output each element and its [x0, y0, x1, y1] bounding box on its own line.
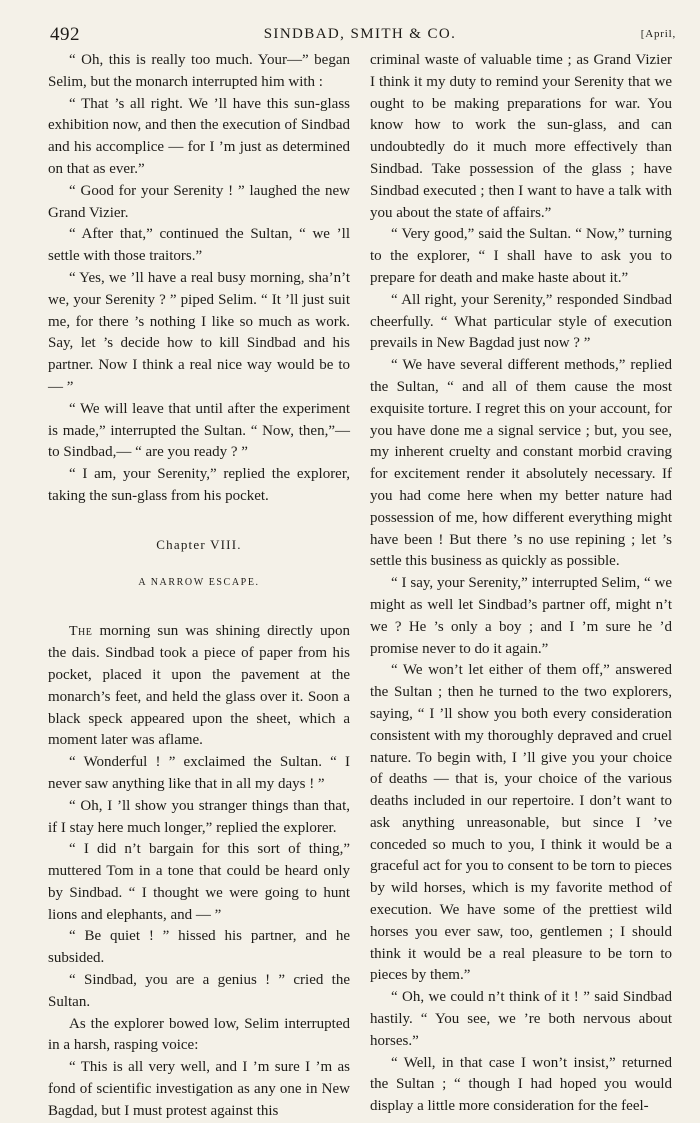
paragraph: “ Yes, we ’ll have a real busy morning, sha’n’t we, your Serenity ? ” piped Selim. “ It ’ll just suit me, for there ’s nothing I like so much as work. Say, let ’s decide how to kill Sindbad and his partner. Now I think a real nice way would be to — ”: [48, 269, 350, 395]
paragraph: “ Very good,” said the Sultan. “ Now,” turning to the explorer, “ I shall have to ask you to prepare for death and make haste about it.”: [370, 226, 672, 286]
paragraph: “ Oh, this is really too much. Your—” began Selim, but the monarch interrupted him with :: [48, 52, 350, 90]
paragraph: “ Oh, we could n’t think of it ! ” said Sindbad hastily. “ You see, we ’re both nervous about horses.”: [370, 989, 672, 1049]
running-header: [44, 24, 676, 50]
paragraph: As the explorer bowed low, Selim interrupted in a harsh, rasping voice:: [48, 1015, 350, 1054]
paragraph: “ Sindbad, you are a genius ! ” cried the Sultan.: [48, 972, 350, 1010]
paragraph: “ I am, your Serenity,” replied the explorer, taking the sun-glass from his pocket.: [48, 466, 350, 504]
paragraph: “ We won’t let either of them off,” answered the Sultan ; then he turned to the two explorers, saying, “ I ’ll show you both every consideration consistent with my thoroughly depraved and cruel nature. To begin with, I ’ll give you your choice of deaths — that is, your choice of the various deaths included in our repertoire. I don’t want to ask anything unreasonable, but since I ’ve conceded so much to you, I think it would be a graceful act for you to consent to be torn to pieces by wild horses, which is my favorite method of execution. We have some of the prettiest wild horses you ever saw, too, gentlemen ; I should think it would be a real pleasure to be torn to pieces by them.”: [370, 662, 672, 984]
page-number: 492: [50, 24, 80, 45]
paragraph: “ I did n’t bargain for this sort of thing,” muttered Tom in a tone that could be heard only by Sindbad. “ I thought we were going to hunt lions and elephants, and — ”: [48, 841, 350, 923]
issue-month: [April,: [640, 28, 676, 40]
chapter-title: Chapter VIII.: [156, 536, 242, 552]
paragraph: “ We will leave that until after the experiment is made,” interrupted the Sultan. “ Now, then,”— to Sindbad,— “ are you ready ? ”: [48, 400, 350, 461]
opening-word: The: [69, 624, 93, 640]
paragraph: “ Wonderful ! ” exclaimed the Sultan. “ I never saw anything like that in all my days ! ”: [48, 754, 350, 792]
right-column: [370, 50, 672, 1118]
running-title: SINDBAD, SMITH & CO.: [263, 26, 457, 42]
chapter-opening-paragraph: [48, 621, 350, 752]
chapter-subtitle: A NARROW ESCAPE.: [138, 576, 260, 588]
opening-text: morning sun was shining directly upon the dais. Sindbad took a piece of paper from his pocket, placed it upon the pavement at the monarch’s feet, and held the glass over it. Soon a black speck appeared upon the sheet, which a moment later was aflame.: [48, 623, 350, 749]
paragraph: “ Oh, I ’ll show you stranger things than that, if I stay here much longer,” replied the explorer.: [48, 797, 350, 836]
continued-paragraph: criminal waste of valuable time ; as Grand Vizier I think it my duty to remind your Serenity that we ought to be making preparations for war. You know how to work the sun-glass, and can undoubtedly do it much more effectively than Sindbad. Take possession of the glass ; have Sindbad executed ; then I want to have a talk with you about the state of affairs.”: [370, 52, 672, 221]
paragraph: “ Well, in that case I won’t insist,” returned the Sultan ; “ though I had hoped you would display a little more consideration for the feel-: [370, 1054, 672, 1115]
left-column: [48, 50, 350, 1123]
paragraph: “ I say, your Serenity,” interrupted Selim, “ we might as well let Sindbad’s partner off, might n’t we ? He ’s only a boy ; and I ’m sure he ’d promise never to do it again.”: [370, 575, 672, 657]
paragraph: “ We have several different methods,” replied the Sultan, “ and all of them cause the most exquisite torture. I regret this on your account, for you have done me a signal service ; but, you see, my inherent cruelty and constant morbid craving for excitement render it absolutely necessary. If you had come here when my better nature had possession of me, how different everything might have been ! But there ’s no use repining ; let ’s settle this business as quickly as possible.: [370, 357, 672, 570]
paragraph: “ Good for your Serenity ! ” laughed the new Grand Vizier.: [48, 182, 350, 221]
paragraph: “ After that,” continued the Sultan, “ we ’ll settle with those traitors.”: [48, 226, 350, 265]
paragraph: “ All right, your Serenity,” responded Sindbad cheerfully. “ What particular style of execution prevails in New Bagdad just now ? ”: [370, 291, 672, 352]
paragraph: “ That ’s all right. We ’ll have this sun-glass exhibition now, and then the execution of Sindbad and his accomplice — for I ’m just as determined on that as ever.”: [48, 95, 350, 177]
paragraph: “ Be quiet ! ” hissed his partner, and he subsided.: [48, 928, 350, 967]
paragraph: “ This is all very well, and I ’m sure I ’m as fond of scientific investigation as any one in New Bagdad, but I must protest against this: [48, 1059, 350, 1119]
